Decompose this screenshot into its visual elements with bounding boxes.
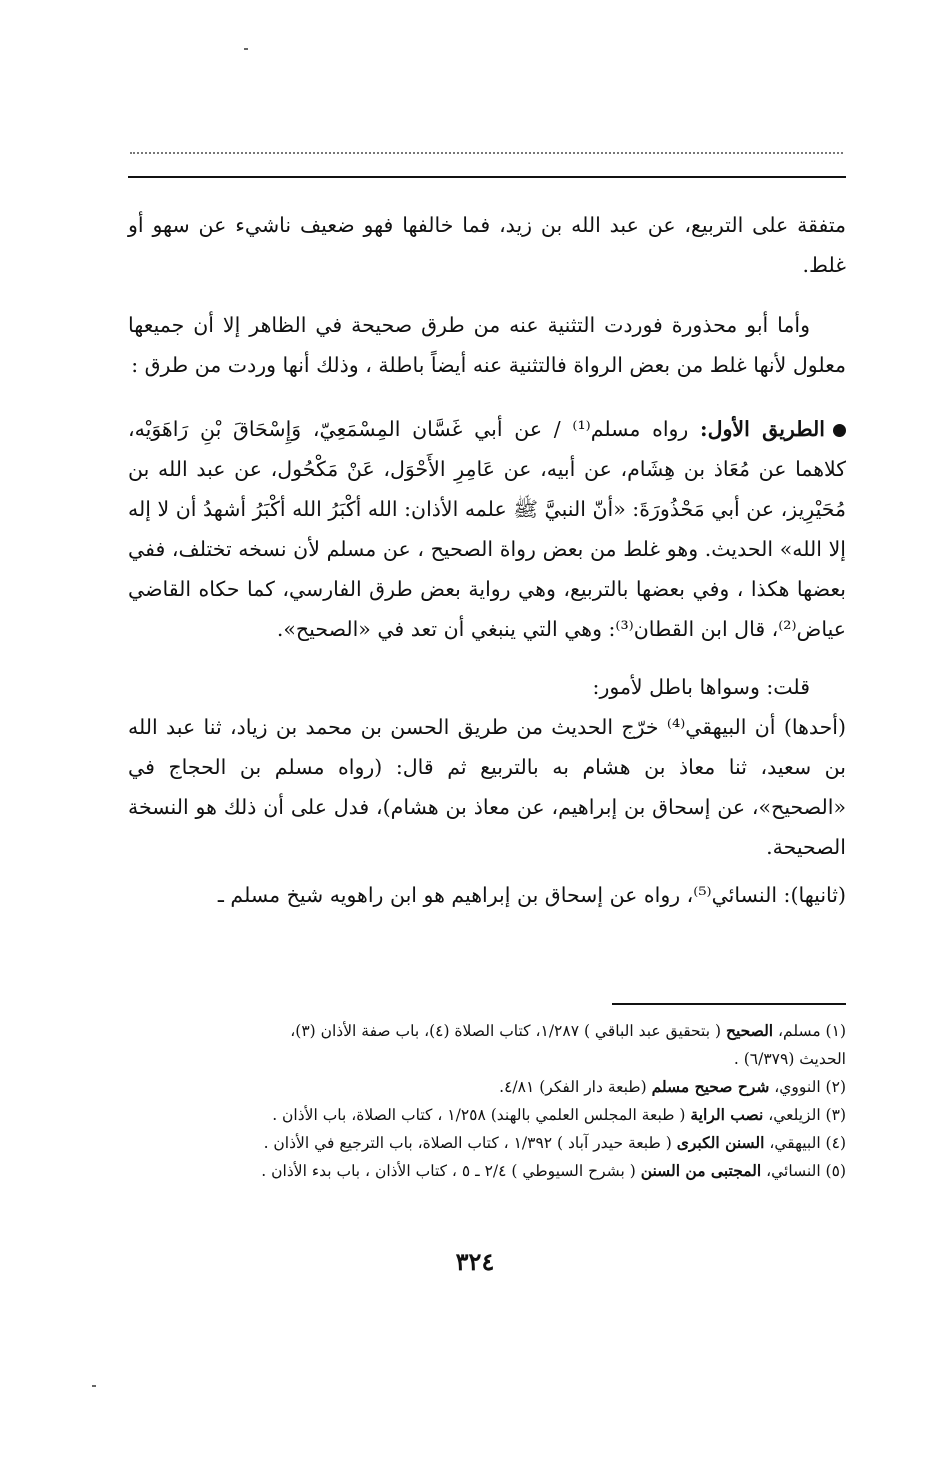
paragraph-3 (128, 409, 846, 649)
footnote-5-title: المجتبى من السنن (640, 1161, 762, 1180)
footnote-3 (128, 1101, 846, 1129)
footnote-2-prefix: (٢) النووي، (769, 1078, 846, 1096)
footnote-4-prefix: (٤) البيهقي، (764, 1134, 846, 1152)
footnote-3-prefix: (٣) الزيلعي، (763, 1106, 846, 1124)
main-text (128, 205, 846, 915)
footnote-4-ref: ( طبعة حيدر آباد ) ١/٣٩٢ ، كتاب الصلاة، باب الترجيع في الأذان . (263, 1134, 677, 1152)
footnote-4 (128, 1129, 846, 1157)
header-dotted-line (130, 152, 843, 154)
footnote-1-prefix: (١) مسلم، (773, 1022, 846, 1040)
footnote-3-ref: ( طبعة المجلس العلمي بالهند) ١/٢٥٨ ، كتاب الصلاة، باب الأذان . (272, 1106, 691, 1124)
footnote-rule (612, 1003, 846, 1005)
footnote-1-ref: ( بتحقيق عبد الباقي ) ١/٢٨٧، كتاب الصلاة (٤)، باب صفة الأذان (٣)، (290, 1022, 726, 1040)
footnote-3-title: نصب الراية (690, 1105, 764, 1124)
section-lead: الطريق الأول: (700, 417, 825, 441)
scan-speck (92, 1385, 96, 1387)
paragraph-4: قلت: وسواها باطل لأمور: (592, 675, 810, 699)
header-rule (128, 176, 846, 178)
footnote-5-ref: ( بشرح السيوطي ) ٢/٤ ـ ٥ ، كتاب الأذان ، باب بدء الأذان . (261, 1162, 641, 1180)
footnote-2 (128, 1073, 846, 1101)
footnote-1-title: الصحيح (725, 1021, 774, 1040)
paragraph-5: (أحدها) أن البيهقي⁽⁴⁾ خرّج الحديث من طريق الحسن بن محمد بن زياد، ثنا عبد الله بن سعيد، ثنا معاذ بن هشام به بالتربيع ثم قال: (رواه مسلم بن الحجاج في «الصحيح»، عن إسحاق بن إبراهيم، عن معاذ بن هشام)، فدل على أن ذلك هو النسخة الصحيحة. (128, 715, 847, 859)
footnote-1 (128, 1017, 846, 1045)
footnote-2-title: شرح صحيح مسلم (651, 1077, 770, 1096)
paragraph-3-text: رواه مسلم⁽¹⁾ / عن أبي غَسَّان المِسْمَعِيّ، وَإِسْحَاقَ بْنِ رَاهَوَيْه، كلاهما عن مُعَاذ بن هِشَام، عن أبيه، عن عَامِرِ الأَحْوَل، عَنْ مَكْحُول، عن عبد الله بن مُحَيْرِيز، عن أبي مَحْذُورَةَ: «أنّ النبيَّ ﷺ علمه الأذان: الله أكْبَرُ الله أكْبَرُ أشهدُ أن لا إله إلا الله» الحديث. وهو غلط من بعض رواة الصحيح ، عن مسلم لأن نسخه تختلف، ففي بعضها هكذا ، وفي بعضها بالتربيع، وهي رواية بعض طرق الفارسي، كما حكاه القاضي عياض⁽²⁾، قال ابن القطان⁽³⁾: وهي التي ينبغي أن تعد في «الصحيح». (128, 417, 846, 641)
scan-speck (244, 48, 248, 50)
paragraph-1: متفقة على التربيع، عن عبد الله بن زيد، فما خالفها فهو ضعيف ناشيء عن سهو أو غلط. (128, 213, 846, 277)
footnote-4-title: السنن الكبرى (676, 1133, 765, 1152)
footnote-1-continuation: الحديث (٦/٣٧٩) . (733, 1050, 846, 1068)
paragraph-6: (ثانيها): النسائي⁽⁵⁾، رواه عن إسحاق بن إبراهيم هو ابن راهويه شيخ مسلم ـ (217, 883, 846, 907)
footnote-5-prefix: (٥) النسائي، (761, 1162, 846, 1180)
footnote-2-ref: (طبعة دار الفكر) ٤/٨١. (499, 1078, 652, 1096)
footnote-5 (128, 1157, 846, 1185)
paragraph-2: وأما أبو محذورة فوردت التثنية عنه من طرق صحيحة في الظاهر إلا أن جميعها معلول لأنها غلط من بعض الرواة فالتثنية عنه أيضاً باطلة ، وذلك أنها وردت من طرق : (128, 313, 846, 377)
page-number: ٣٢٤ (455, 1247, 495, 1276)
bullet-icon (833, 424, 846, 437)
footnotes (128, 1017, 846, 1185)
